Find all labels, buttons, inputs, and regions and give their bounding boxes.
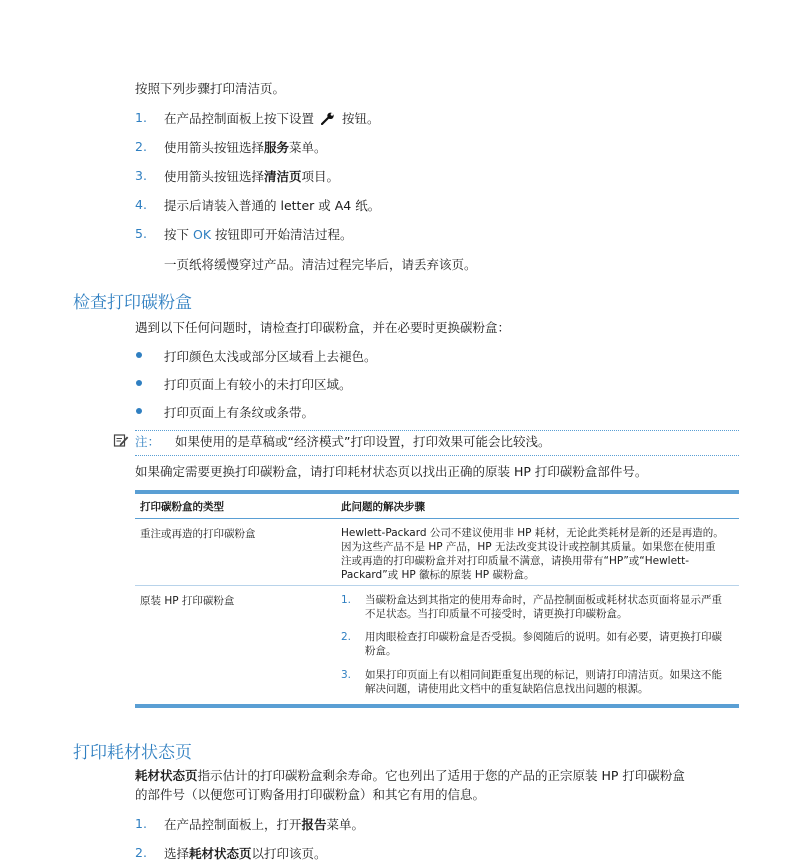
menu-item-name: 耗材状态页 — [189, 846, 252, 861]
menu-name: 服务 — [264, 140, 290, 155]
menu-name: 报告 — [301, 817, 327, 832]
step-text-before: 按下 — [164, 227, 190, 242]
bullet-dot — [136, 352, 142, 358]
step-text — [164, 167, 339, 185]
after-note-text: 如果确定需要更换打印碳粉盒，请打印耗材状态页以找出正确的原装 HP 打印碳粉盒部件号。 — [135, 464, 648, 479]
step-number: 5. — [135, 226, 147, 241]
table-cell-type: 原装 HP 打印碳粉盒 — [140, 595, 235, 607]
solution-step-line: 如果打印页面上有以相同间距重复出现的标记，则请打印清洁页。如果这不能 — [365, 669, 722, 681]
step-text-after: 项目。 — [301, 169, 340, 184]
step-text — [164, 109, 380, 128]
section-heading: 打印耗材状态页 — [73, 743, 192, 763]
table-header-row — [135, 494, 739, 519]
table-bottom-bar — [135, 704, 739, 708]
step-number: 2. — [135, 845, 147, 860]
step-text-after: 按钮。 — [341, 111, 380, 126]
step-text — [164, 138, 327, 156]
solution-step-line: 解决问题，请使用此文档中的重复缺陷信息找出问题的根源。 — [365, 683, 649, 695]
table-header-solution: 此问题的解决步骤 — [341, 501, 425, 513]
solution-line: Hewlett-Packard 公司不建议使用非 HP 耗材，无论此类耗材是新的还是再造的。 — [341, 527, 724, 539]
table-row — [135, 519, 739, 586]
section-intro-line: 的部件号（以便您可订购备用打印碳粉盒）和其它有用的信息。 — [135, 787, 486, 802]
note-label: 注： — [135, 434, 161, 449]
solution-step-number: 1. — [341, 594, 352, 606]
table-row — [135, 586, 739, 704]
solution-step-number: 3. — [341, 669, 352, 681]
solution-step-number: 2. — [341, 631, 352, 643]
section-intro: 遇到以下任何问题时，请检查打印碳粉盒，并在必要时更换碳粉盒： — [135, 320, 511, 335]
step-text-before: 在产品控制面板上，打开 — [164, 817, 302, 832]
step-text-after: 菜单。 — [289, 140, 327, 155]
solution-step-line: 当碳粉盒达到其指定的使用寿命时，产品控制面板或耗材状态页面将显示严重 — [365, 594, 722, 606]
step-text: 提示后请装入普通的 letter 或 A4 纸。 — [164, 198, 381, 213]
step-number: 2. — [135, 139, 147, 154]
step-text-before: 使用箭头按钮选择 — [164, 169, 265, 184]
ok-button-label: OK — [193, 227, 212, 242]
note-top-rule — [135, 430, 739, 431]
bullet-text: 打印页面上有较小的未打印区域。 — [164, 377, 352, 392]
table-cell-solution — [341, 526, 733, 582]
solution-line: 因为这些产品不是 HP 产品，HP 无法改变其设计或控制其质量。如果您在使用重 — [341, 541, 716, 553]
solution-step-line: 不足状态。当打印质量不可接受时，请更换打印碳粉盒。 — [365, 608, 628, 620]
step-text — [164, 815, 364, 833]
section-intro-rest: 指示估计的打印碳粉盒剩余寿命。它也列出了适用于您的产品的正宗原装 HP 打印碳粉盒 — [197, 768, 685, 783]
solution-step-line: 用肉眼检查打印碳粉盒是否受损。参阅随后的说明。如有必要，请更换打印碳 — [365, 631, 722, 643]
bullet-dot — [136, 380, 142, 386]
table-header-type: 打印碳粉盒的类型 — [140, 501, 224, 513]
section-heading: 检查打印碳粉盒 — [73, 293, 192, 313]
step-number: 3. — [135, 168, 147, 183]
step-text-before: 在产品控制面板上按下设置 — [164, 111, 315, 126]
bullet-text: 打印颜色太浅或部分区域看上去褪色。 — [164, 349, 377, 364]
step-text-before: 使用箭头按钮选择 — [164, 140, 265, 155]
intro-text: 按照下列步骤打印清洁页。 — [135, 81, 286, 96]
menu-item-name: 清洁页 — [264, 169, 302, 184]
solution-line: 注或再造的打印碳粉盒并对打印质量不满意，请换用带有“HP”或“Hewlett- — [341, 555, 690, 567]
table-cell-type: 重注或再造的打印碳粉盒 — [140, 528, 256, 540]
step-text-after: 按钮即可开始清洁过程。 — [215, 227, 353, 242]
cartridge-table — [135, 490, 739, 708]
note-bottom-rule — [135, 455, 739, 456]
section-intro-line — [135, 767, 685, 785]
step-number: 1. — [135, 816, 147, 831]
bullet-dot — [136, 408, 142, 414]
wrench-icon — [321, 112, 335, 128]
step-number: 1. — [135, 110, 147, 125]
step-text-before: 选择 — [164, 846, 190, 861]
bullet-text: 打印页面上有条纹或条带。 — [164, 405, 315, 420]
step-text-after: 以打印该页。 — [251, 846, 327, 861]
step-followup: 一页纸将缓慢穿过产品。清洁过程完毕后，请丢弃该页。 — [164, 257, 477, 272]
step-number: 4. — [135, 197, 147, 212]
step-text — [164, 844, 327, 862]
step-text-after: 菜单。 — [326, 817, 365, 832]
supplies-page-term: 耗材状态页 — [135, 768, 198, 783]
note-pencil-icon — [113, 432, 129, 452]
note-text: 如果使用的是草稿或“经济模式”打印设置，打印效果可能会比较浅。 — [175, 434, 551, 449]
step-text — [164, 225, 353, 243]
solution-line: Packard”或 HP 徽标的原装 HP 碳粉盒。 — [341, 569, 535, 581]
solution-step-line: 粉盒。 — [365, 645, 397, 657]
